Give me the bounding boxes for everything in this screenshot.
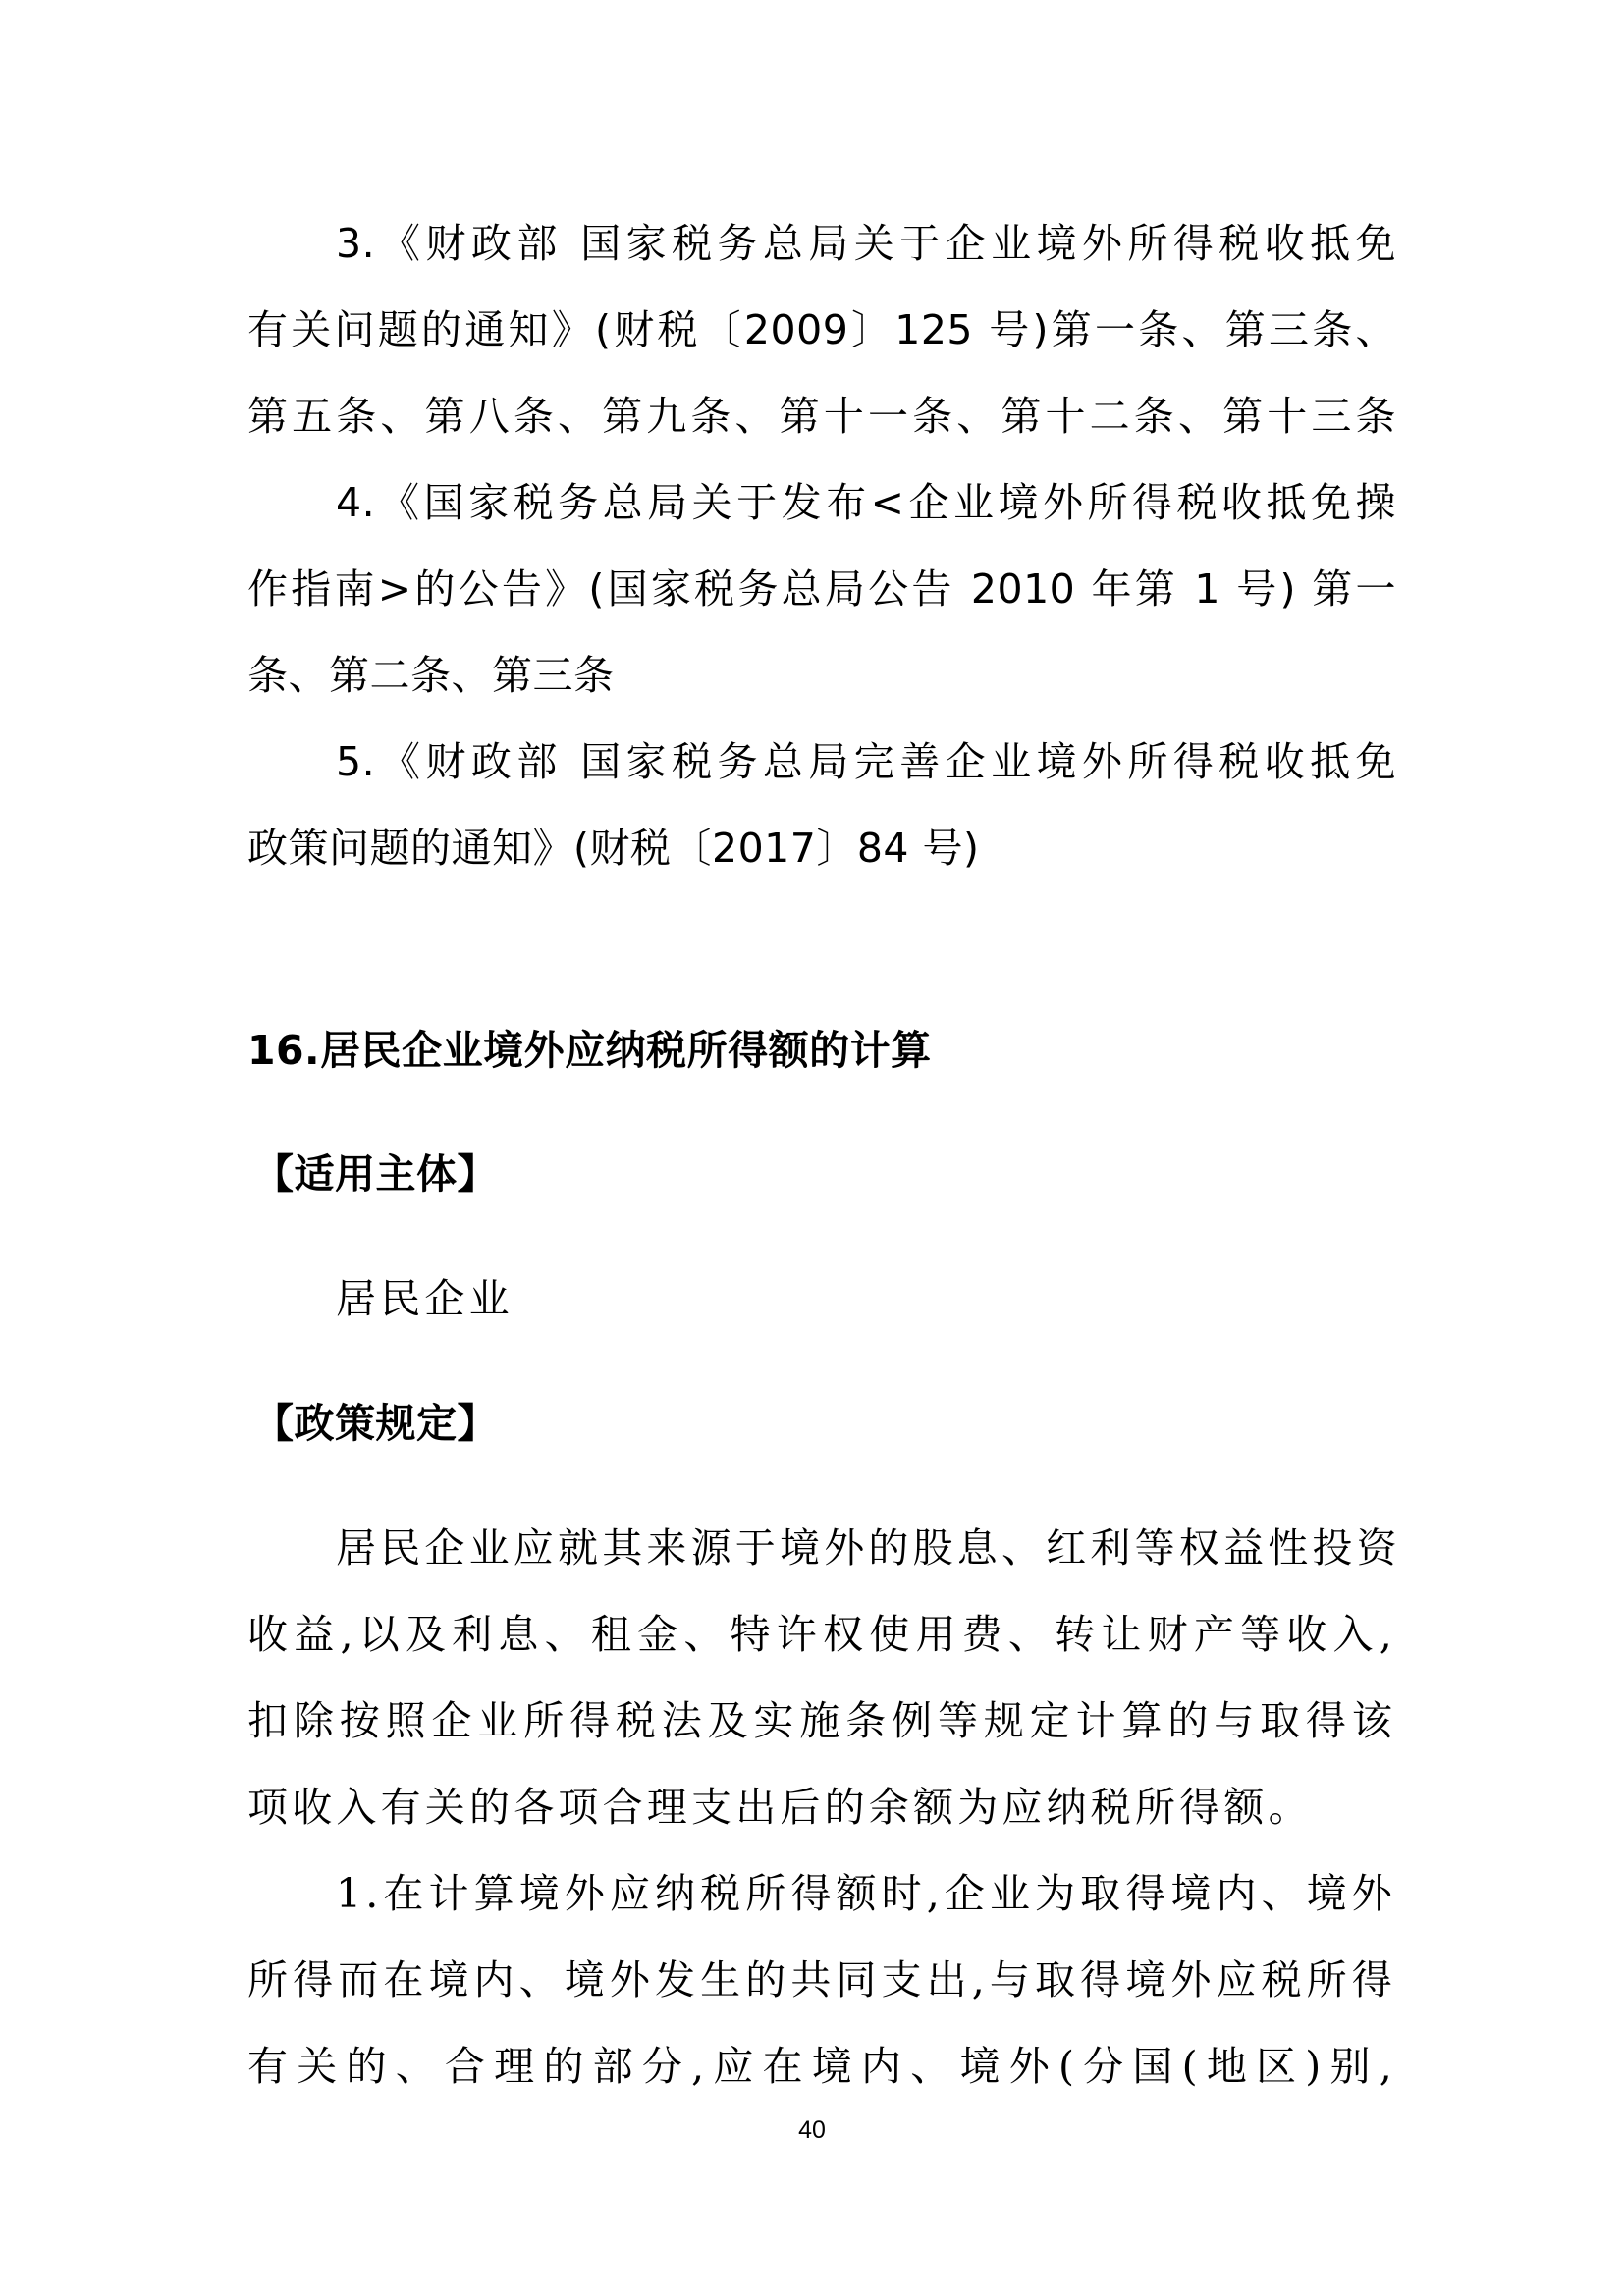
- policy-line-2: 收益,以及利息、租金、特许权使用费、转让财产等收入,: [247, 1611, 1396, 1658]
- subject-heading: 【适用主体】: [253, 1150, 498, 1198]
- subject-value: 居民企业: [336, 1275, 514, 1322]
- reference-4-line-3: 条、第二条、第三条: [247, 652, 615, 699]
- reference-5-line-2: 政策问题的通知》(财税〔2017〕84 号): [247, 825, 980, 872]
- policy-line-5: 1.在计算境外应纳税所得额时,企业为取得境内、境外: [336, 1870, 1396, 1917]
- reference-4-line-2: 作指南>的公告》(国家税务总局公告 2010 年第 1 号) 第一: [247, 565, 1396, 613]
- policy-heading: 【政策规定】: [253, 1400, 498, 1447]
- page-number: 40: [798, 2116, 826, 2144]
- policy-line-4: 项收入有关的各项合理支出后的余额为应纳税所得额。: [247, 1784, 1313, 1831]
- reference-5-line-1: 5.《财政部 国家税务总局完善企业境外所得税收抵免: [336, 738, 1396, 785]
- policy-line-7: 有关的、合理的部分,应在境内、境外(分国(地区)别,: [247, 2043, 1396, 2090]
- policy-line-3: 扣除按照企业所得税法及实施条例等规定计算的与取得该: [247, 1697, 1396, 1744]
- policy-line-1: 居民企业应就其来源于境外的股息、红利等权益性投资: [336, 1524, 1401, 1572]
- reference-3-line-3: 第五条、第八条、第九条、第十一条、第十二条、第十三条: [247, 393, 1396, 440]
- policy-line-6: 所得而在境内、境外发生的共同支出,与取得境外应税所得: [247, 1956, 1396, 2003]
- reference-3-line-1: 3.《财政部 国家税务总局关于企业境外所得税收抵免: [336, 220, 1396, 267]
- reference-4-line-1: 4.《国家税务总局关于发布<企业境外所得税收抵免操: [336, 479, 1396, 526]
- section-title: 16.居民企业境外应纳税所得额的计算: [247, 1027, 932, 1074]
- reference-3-line-2: 有关问题的通知》(财税〔2009〕125 号)第一条、第三条、: [247, 306, 1396, 353]
